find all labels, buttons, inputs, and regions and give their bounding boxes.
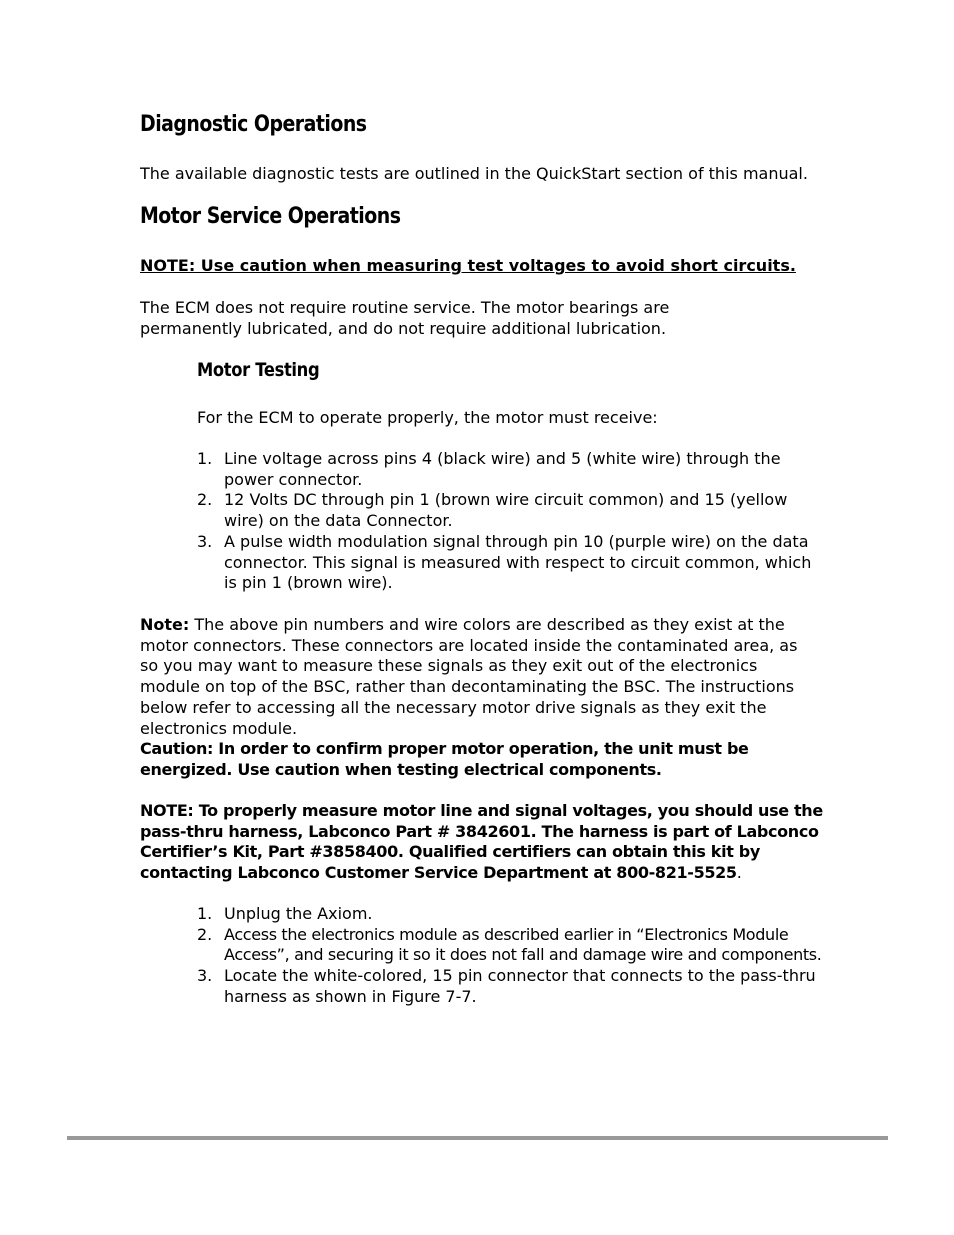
note-text: The above pin numbers and wire colors are described as they exist at the motor connectors. These connectors are located inside the contaminated area, as so you may want to measure these signals as they exit out of the electronics module on top of the BSC, rather than decontaminating the BSC. The instructions below refer to accessing all the necessary motor drive signals as they exit the electronics module. — [140, 615, 798, 738]
list-item — [197, 904, 837, 925]
motor-testing-intro: For the ECM to operate properly, the motor must receive: — [197, 408, 658, 427]
note2-text: NOTE: To properly measure motor line and signal voltages, you should use the pass-thru harness, Labconco Part # 3842601. The harness is part of Labconco Certifier’s Kit, Part #3858400. Qualified certifiers can obtain this kit by contacting Labconco Customer Service Department at 800-821-5525 — [140, 801, 823, 883]
note2-end: . — [736, 863, 742, 883]
list-item — [197, 449, 827, 490]
motor-service-text: The ECM does not require routine service. The motor bearings are permanently lubricated, and do not require additional lubrication. — [140, 298, 670, 338]
caution-text: Caution: In order to confirm proper motor operation, the unit must be energized. Use caution when testing electrical components. — [140, 739, 749, 779]
list-number: 3. — [197, 531, 213, 551]
list-item — [197, 532, 827, 594]
footer-rule — [67, 1136, 888, 1140]
list-item-text: Line voltage across pins 4 (black wire) and 5 (white wire) through the power connector. — [224, 449, 781, 489]
requirements-list — [197, 449, 827, 594]
list-item-text: Locate the white-colored, 15 pin connector that connects to the pass-thru harness as shown in Figure 7-7. — [224, 966, 816, 1006]
caution-paragraph — [140, 739, 780, 780]
list-item-text: 12 Volts DC through pin 1 (brown wire circuit common) and 15 (yellow wire) on the data Connector. — [224, 490, 788, 531]
heading-motor-testing: Motor Testing — [197, 359, 320, 381]
list-item-text: A pulse width modulation signal through pin 10 (purple wire) on the data connector. This signal is measured with respect to circuit common, which is pin 1 (brown wire). — [224, 531, 812, 593]
list-number: 3. — [197, 966, 213, 986]
list-number: 2. — [197, 924, 213, 944]
steps-list — [197, 904, 837, 1008]
note-label: Note: — [140, 615, 190, 634]
heading-motor-service-operations: Motor Service Operations — [140, 204, 401, 229]
motor-service-note: NOTE: Use caution when measuring test voltages to avoid short circuits. — [140, 256, 796, 275]
list-number: 2. — [197, 490, 213, 510]
diagnostic-text: The available diagnostic tests are outlined in the QuickStart section of this manual. — [140, 164, 808, 183]
list-item-text: Access the electronics module as described earlier in “Electronics Module Access”, and securing it so it does not fall and damage wire and components. — [224, 924, 822, 965]
list-item — [197, 490, 827, 531]
list-item — [197, 966, 837, 1007]
list-item-text: Unplug the Axiom. — [224, 904, 373, 923]
list-number: 1. — [197, 904, 213, 923]
note-paragraph — [140, 615, 812, 739]
note2-paragraph — [140, 801, 830, 884]
list-item — [197, 925, 837, 966]
list-number: 1. — [197, 449, 213, 468]
heading-diagnostic-operations: Diagnostic Operations — [140, 112, 367, 137]
